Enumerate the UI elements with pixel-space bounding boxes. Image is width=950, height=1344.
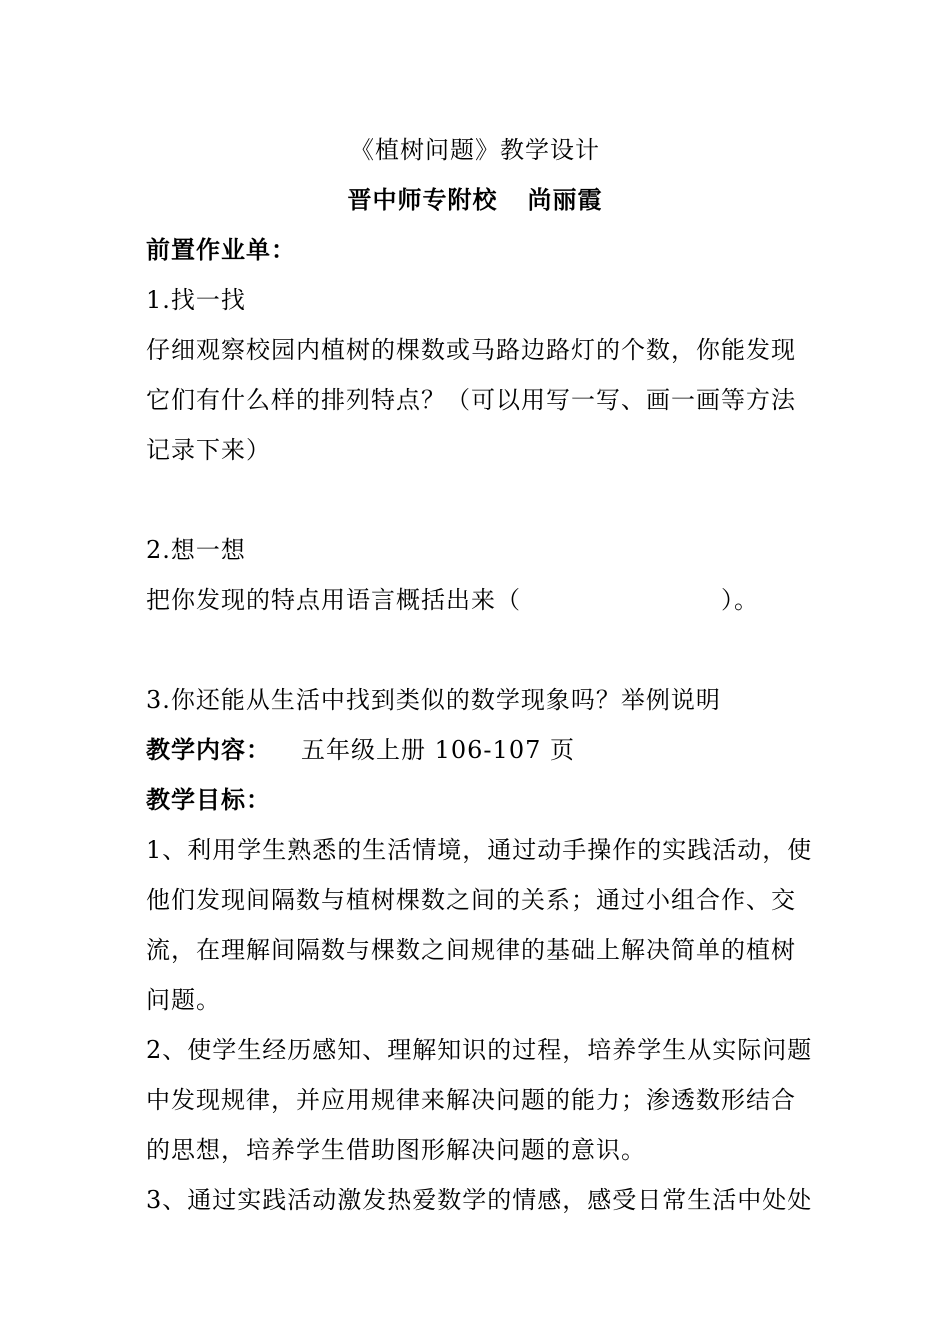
author-line <box>0 185 950 215</box>
author-school: 晋中师专附校 <box>347 185 498 214</box>
goal-line: 3、通过实践活动激发热爱数学的情感，感受日常生活中处处 <box>146 1186 813 1214</box>
q1-text-line: 它们有什么样的排列特点？（可以用写一写、画一画等方法 <box>146 386 796 414</box>
goal-line: 中发现规律，并应用规律来解决问题的能力；渗透数形结合 <box>146 1086 796 1114</box>
q2-label: 2.想一想 <box>146 536 246 564</box>
document-title: 《植树问题》教学设计 <box>350 136 600 164</box>
q2-text <box>146 585 816 615</box>
q3-text: 3.你还能从生活中找到类似的数学现象吗？举例说明 <box>146 686 721 714</box>
q1-text-line: 记录下来） <box>146 436 271 464</box>
goal-line: 流，在理解间隔数与棵数之间规律的基础上解决简单的植树 <box>146 936 796 964</box>
content-value: 五年级上册 106-107 页 <box>301 736 575 764</box>
q1-label: 1.找一找 <box>146 286 246 314</box>
content-label: 教学内容： <box>146 735 271 764</box>
goal-line: 1、利用学生熟悉的生活情境，通过动手操作的实践活动，使 <box>146 836 813 864</box>
q2-text-before: 把你发现的特点用语言概括出来（ <box>146 586 521 614</box>
goal-line: 他们发现间隔数与植树棵数之间的关系；通过小组合作、交 <box>146 886 796 914</box>
goals-heading: 教学目标： <box>146 785 271 814</box>
q2-text-after: ）。 <box>721 586 759 614</box>
content-line <box>146 735 816 765</box>
preview-heading: 前置作业单： <box>146 235 296 264</box>
author-name: 尚丽霞 <box>527 185 603 214</box>
q1-text-line: 仔细观察校园内植树的棵数或马路边路灯的个数，你能发现 <box>146 336 796 364</box>
goal-line: 问题。 <box>146 986 221 1014</box>
goal-line: 2、使学生经历感知、理解知识的过程，培养学生从实际问题 <box>146 1036 813 1064</box>
goal-line: 的思想，培养学生借助图形解决问题的意识。 <box>146 1136 646 1164</box>
